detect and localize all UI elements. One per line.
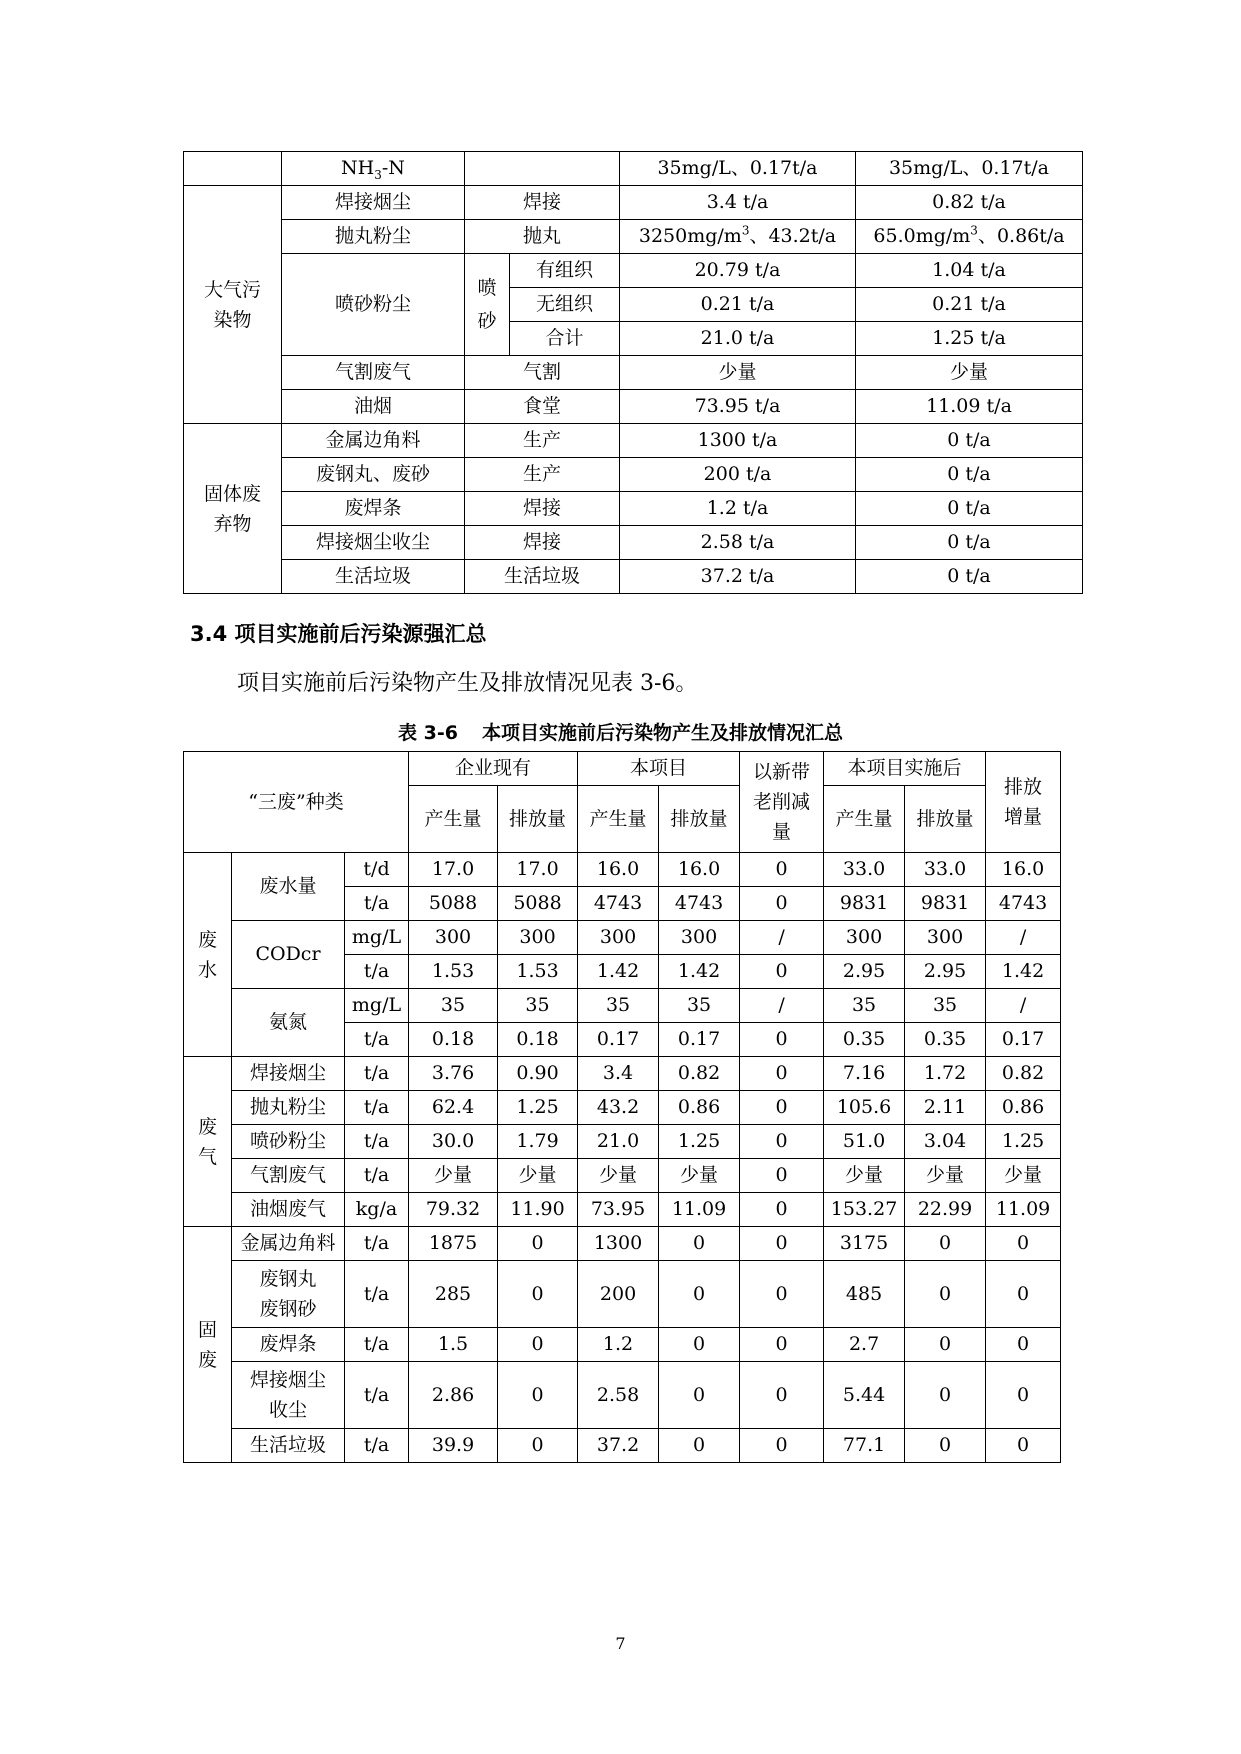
before-value: 0.21 t/a: [620, 288, 856, 322]
table-row: [184, 1193, 1061, 1227]
after-value: 11.09 t/a: [856, 390, 1083, 424]
value-cell: 0.82: [986, 1057, 1061, 1091]
value-cell: 0: [498, 1227, 578, 1261]
value-cell: 11.09: [986, 1193, 1061, 1227]
value-cell: 3.76: [409, 1057, 498, 1091]
value-cell: /: [986, 989, 1061, 1023]
value-cell: 2.7: [824, 1328, 905, 1362]
unit: t/a: [345, 1057, 409, 1091]
unit: t/a: [345, 887, 409, 921]
value-cell: 0: [740, 887, 824, 921]
value-cell: 9831: [905, 887, 986, 921]
unit: mg/L: [345, 989, 409, 1023]
value-cell: 0: [740, 1159, 824, 1193]
value-cell: 0: [740, 1261, 824, 1328]
sub-type: 合计: [510, 322, 620, 356]
before-value: 1.2 t/a: [620, 492, 856, 526]
value-cell: 1875: [409, 1227, 498, 1261]
before-value: 200 t/a: [620, 458, 856, 492]
page-number: 7: [615, 1634, 626, 1653]
header-after: 本项目实施后: [824, 752, 986, 786]
before-value: 35mg/L、0.17t/a: [620, 152, 856, 186]
pollutant-name: 抛丸粉尘: [282, 220, 465, 254]
sub-type: 无组织: [510, 288, 620, 322]
table-row: [184, 921, 1061, 955]
pollutant-name: 气割废气: [282, 356, 465, 390]
item-name: 焊接烟尘: [232, 1057, 345, 1091]
header-produce: 产生量: [409, 786, 498, 853]
value-cell: 少量: [578, 1159, 659, 1193]
value-cell: 2.11: [905, 1091, 986, 1125]
value-cell: 22.99: [905, 1193, 986, 1227]
item-name: 油烟废气: [232, 1193, 345, 1227]
source-name: 喷砂: [465, 254, 510, 356]
value-cell: 30.0: [409, 1125, 498, 1159]
category-solid: 固体废弃物: [184, 424, 282, 594]
value-cell: 300: [905, 921, 986, 955]
after-value: 0 t/a: [856, 492, 1083, 526]
value-cell: 0.17: [578, 1023, 659, 1057]
value-cell: 0.86: [986, 1091, 1061, 1125]
table-row: [184, 1362, 1061, 1429]
value-cell: 1.42: [986, 955, 1061, 989]
value-cell: 21.0: [578, 1125, 659, 1159]
value-cell: 35: [659, 989, 740, 1023]
value-cell: 0: [498, 1328, 578, 1362]
value-cell: 2.86: [409, 1362, 498, 1429]
before-value: 2.58 t/a: [620, 526, 856, 560]
value-cell: 3.4: [578, 1057, 659, 1091]
table-row: [184, 492, 1083, 526]
value-cell: 11.90: [498, 1193, 578, 1227]
item-name: 废钢丸废钢砂: [232, 1261, 345, 1328]
value-cell: 1.25: [498, 1091, 578, 1125]
pollutant-name: $NH_3-N$: [282, 152, 465, 186]
table-row: [184, 458, 1083, 492]
value-cell: 0.18: [409, 1023, 498, 1057]
item-name: 气割废气: [232, 1159, 345, 1193]
value-cell: 0: [498, 1429, 578, 1463]
before-value: 21.0 t/a: [620, 322, 856, 356]
after-value: 0.82 t/a: [856, 186, 1083, 220]
value-cell: 35: [578, 989, 659, 1023]
pollutant-name: 废焊条: [282, 492, 465, 526]
item-name: 喷砂粉尘: [232, 1125, 345, 1159]
value-cell: 0.82: [659, 1057, 740, 1091]
unit: mg/L: [345, 921, 409, 955]
pollutant-name: 废钢丸、废砂: [282, 458, 465, 492]
after-value: 1.04 t/a: [856, 254, 1083, 288]
category-cell: [184, 152, 282, 186]
value-cell: 35: [409, 989, 498, 1023]
value-cell: 73.95: [578, 1193, 659, 1227]
table-row: [184, 1261, 1061, 1328]
before-value: 少量: [620, 356, 856, 390]
value-cell: 1.5: [409, 1328, 498, 1362]
unit: t/a: [345, 955, 409, 989]
value-cell: 0: [740, 1362, 824, 1429]
item-name: 抛丸粉尘: [232, 1091, 345, 1125]
value-cell: 1.42: [578, 955, 659, 989]
after-value: 35mg/L、0.17t/a: [856, 152, 1083, 186]
header-kind: “三废”种类: [184, 752, 409, 853]
value-cell: 少量: [986, 1159, 1061, 1193]
value-cell: /: [740, 921, 824, 955]
table-row: [184, 1227, 1061, 1261]
table-row: [184, 356, 1083, 390]
value-cell: 300: [659, 921, 740, 955]
value-cell: 0: [659, 1328, 740, 1362]
table-row: [184, 1057, 1061, 1091]
pollutant-name: 喷砂粉尘: [282, 254, 465, 356]
value-cell: 0: [986, 1429, 1061, 1463]
unit: t/d: [345, 853, 409, 887]
value-cell: 1.79: [498, 1125, 578, 1159]
value-cell: 62.4: [409, 1091, 498, 1125]
after-value: 少量: [856, 356, 1083, 390]
unit: t/a: [345, 1091, 409, 1125]
pollutant-name: 金属边角料: [282, 424, 465, 458]
value-cell: 33.0: [905, 853, 986, 887]
value-cell: 17.0: [498, 853, 578, 887]
value-cell: 0: [659, 1429, 740, 1463]
value-cell: 0: [905, 1261, 986, 1328]
item-name: 生活垃圾: [232, 1429, 345, 1463]
before-value: 1300 t/a: [620, 424, 856, 458]
value-cell: 300: [409, 921, 498, 955]
value-cell: 16.0: [578, 853, 659, 887]
source-name: 焊接: [465, 526, 620, 560]
after-value: 0 t/a: [856, 526, 1083, 560]
value-cell: 300: [498, 921, 578, 955]
value-cell: 0: [905, 1429, 986, 1463]
value-cell: 153.27: [824, 1193, 905, 1227]
source-name: 焊接: [465, 186, 620, 220]
value-cell: 35: [905, 989, 986, 1023]
summary-table: [183, 751, 1061, 1463]
value-cell: 51.0: [824, 1125, 905, 1159]
value-cell: 77.1: [824, 1429, 905, 1463]
before-value: 73.95 t/a: [620, 390, 856, 424]
section-heading: 3.4 项目实施前后污染源强汇总: [190, 622, 487, 646]
source-name: 焊接: [465, 492, 620, 526]
header-increase: 排放增量: [986, 752, 1061, 853]
before-value: $3250mg/m^3$、43.2t/a: [620, 220, 856, 254]
source-name: 食堂: [465, 390, 620, 424]
value-cell: 35: [498, 989, 578, 1023]
after-value: 0 t/a: [856, 424, 1083, 458]
category-gas: 废气: [184, 1057, 232, 1227]
table-row: [184, 1091, 1061, 1125]
item-name: 废水量: [232, 853, 345, 921]
after-value: 0 t/a: [856, 560, 1083, 594]
value-cell: 0: [740, 1091, 824, 1125]
unit: t/a: [345, 1429, 409, 1463]
value-cell: 1.25: [659, 1125, 740, 1159]
value-cell: 35: [824, 989, 905, 1023]
header-emit: 排放量: [659, 786, 740, 853]
after-value: 1.25 t/a: [856, 322, 1083, 356]
value-cell: 0: [986, 1227, 1061, 1261]
value-cell: 0: [740, 1023, 824, 1057]
value-cell: 0: [740, 1328, 824, 1362]
unit: t/a: [345, 1125, 409, 1159]
source-name: 气割: [465, 356, 620, 390]
value-cell: 0: [659, 1227, 740, 1261]
value-cell: 0: [740, 1125, 824, 1159]
table-row: [184, 526, 1083, 560]
value-cell: 0: [659, 1362, 740, 1429]
value-cell: 0.17: [986, 1023, 1061, 1057]
unit: t/a: [345, 1023, 409, 1057]
source-name: 生产: [465, 424, 620, 458]
value-cell: 少量: [659, 1159, 740, 1193]
item-name: 氨氮: [232, 989, 345, 1057]
value-cell: 0: [986, 1328, 1061, 1362]
value-cell: 2.95: [905, 955, 986, 989]
pollutant-source-table-continued: [183, 151, 1083, 594]
unit: t/a: [345, 1362, 409, 1429]
value-cell: 0: [740, 853, 824, 887]
header-produce: 产生量: [578, 786, 659, 853]
value-cell: 0.18: [498, 1023, 578, 1057]
header-emit: 排放量: [498, 786, 578, 853]
table-row: [184, 560, 1083, 594]
pollutant-name: 油烟: [282, 390, 465, 424]
value-cell: 0.90: [498, 1057, 578, 1091]
source-cell: [465, 152, 620, 186]
value-cell: 0.35: [824, 1023, 905, 1057]
table-row: [184, 1328, 1061, 1362]
source-name: 抛丸: [465, 220, 620, 254]
header-existing: 企业现有: [409, 752, 578, 786]
value-cell: 1.25: [986, 1125, 1061, 1159]
value-cell: 0: [498, 1261, 578, 1328]
pollutant-name: 焊接烟尘: [282, 186, 465, 220]
table-row: [184, 1125, 1061, 1159]
value-cell: /: [986, 921, 1061, 955]
value-cell: 9831: [824, 887, 905, 921]
value-cell: 43.2: [578, 1091, 659, 1125]
after-value: $65.0mg/m^3$、0.86t/a: [856, 220, 1083, 254]
value-cell: 3175: [824, 1227, 905, 1261]
value-cell: 0: [740, 1429, 824, 1463]
after-value: 0.21 t/a: [856, 288, 1083, 322]
value-cell: 0: [740, 955, 824, 989]
value-cell: 0: [905, 1227, 986, 1261]
value-cell: 3.04: [905, 1125, 986, 1159]
pollutant-name: 焊接烟尘收尘: [282, 526, 465, 560]
sub-type: 有组织: [510, 254, 620, 288]
source-name: 生活垃圾: [465, 560, 620, 594]
value-cell: 0: [498, 1362, 578, 1429]
value-cell: 200: [578, 1261, 659, 1328]
source-name: 生产: [465, 458, 620, 492]
value-cell: 5.44: [824, 1362, 905, 1429]
header-offset: 以新带老削减量: [740, 752, 824, 853]
value-cell: 39.9: [409, 1429, 498, 1463]
value-cell: 16.0: [659, 853, 740, 887]
unit: t/a: [345, 1227, 409, 1261]
table-row: [184, 390, 1083, 424]
value-cell: 0: [986, 1261, 1061, 1328]
before-value: 37.2 t/a: [620, 560, 856, 594]
value-cell: 1.53: [409, 955, 498, 989]
item-name: CODcr: [232, 921, 345, 989]
pollutant-name: 生活垃圾: [282, 560, 465, 594]
table-row: [184, 254, 1083, 288]
category-solid: 固废: [184, 1227, 232, 1463]
value-cell: 5088: [409, 887, 498, 921]
table-row: [184, 1159, 1061, 1193]
table-row: [184, 989, 1061, 1023]
item-name: 焊接烟尘收尘: [232, 1362, 345, 1429]
value-cell: 1300: [578, 1227, 659, 1261]
category-water: 废水: [184, 853, 232, 1057]
value-cell: 4743: [659, 887, 740, 921]
value-cell: 7.16: [824, 1057, 905, 1091]
header-produce: 产生量: [824, 786, 905, 853]
before-value: 20.79 t/a: [620, 254, 856, 288]
value-cell: 0.35: [905, 1023, 986, 1057]
after-value: 0 t/a: [856, 458, 1083, 492]
value-cell: 5088: [498, 887, 578, 921]
value-cell: 1.53: [498, 955, 578, 989]
value-cell: 2.58: [578, 1362, 659, 1429]
value-cell: 37.2: [578, 1429, 659, 1463]
value-cell: 少量: [409, 1159, 498, 1193]
value-cell: 1.42: [659, 955, 740, 989]
value-cell: 少量: [824, 1159, 905, 1193]
table-row: [184, 1429, 1061, 1463]
item-name: 废焊条: [232, 1328, 345, 1362]
header-emit: 排放量: [905, 786, 986, 853]
value-cell: 0.86: [659, 1091, 740, 1125]
header-row: [184, 752, 1061, 786]
value-cell: 0: [740, 1193, 824, 1227]
table-caption: 表 3-6 本项目实施前后污染物产生及排放情况汇总: [398, 722, 843, 744]
value-cell: /: [740, 989, 824, 1023]
value-cell: 0: [986, 1362, 1061, 1429]
value-cell: 0.17: [659, 1023, 740, 1057]
value-cell: 0: [740, 1057, 824, 1091]
table-row: [184, 186, 1083, 220]
value-cell: 2.95: [824, 955, 905, 989]
value-cell: 少量: [498, 1159, 578, 1193]
value-cell: 300: [824, 921, 905, 955]
value-cell: 285: [409, 1261, 498, 1328]
category-air: 大气污染物: [184, 186, 282, 424]
unit: kg/a: [345, 1193, 409, 1227]
before-value: 3.4 t/a: [620, 186, 856, 220]
table-row: [184, 220, 1083, 254]
unit: t/a: [345, 1328, 409, 1362]
value-cell: 4743: [578, 887, 659, 921]
value-cell: 11.09: [659, 1193, 740, 1227]
value-cell: 1.72: [905, 1057, 986, 1091]
value-cell: 0: [740, 1227, 824, 1261]
value-cell: 16.0: [986, 853, 1061, 887]
value-cell: 79.32: [409, 1193, 498, 1227]
value-cell: 300: [578, 921, 659, 955]
value-cell: 105.6: [824, 1091, 905, 1125]
unit: t/a: [345, 1159, 409, 1193]
body-paragraph: 项目实施前后污染物产生及排放情况见表 3-6。: [237, 671, 698, 696]
value-cell: 0: [905, 1362, 986, 1429]
table-row: [184, 853, 1061, 887]
header-project: 本项目: [578, 752, 740, 786]
value-cell: 0: [905, 1328, 986, 1362]
value-cell: 485: [824, 1261, 905, 1328]
table-row: [184, 152, 1083, 186]
value-cell: 4743: [986, 887, 1061, 921]
value-cell: 33.0: [824, 853, 905, 887]
unit: t/a: [345, 1261, 409, 1328]
item-name: 金属边角料: [232, 1227, 345, 1261]
value-cell: 少量: [905, 1159, 986, 1193]
value-cell: 17.0: [409, 853, 498, 887]
value-cell: 1.2: [578, 1328, 659, 1362]
value-cell: 0: [659, 1261, 740, 1328]
table-row: [184, 424, 1083, 458]
